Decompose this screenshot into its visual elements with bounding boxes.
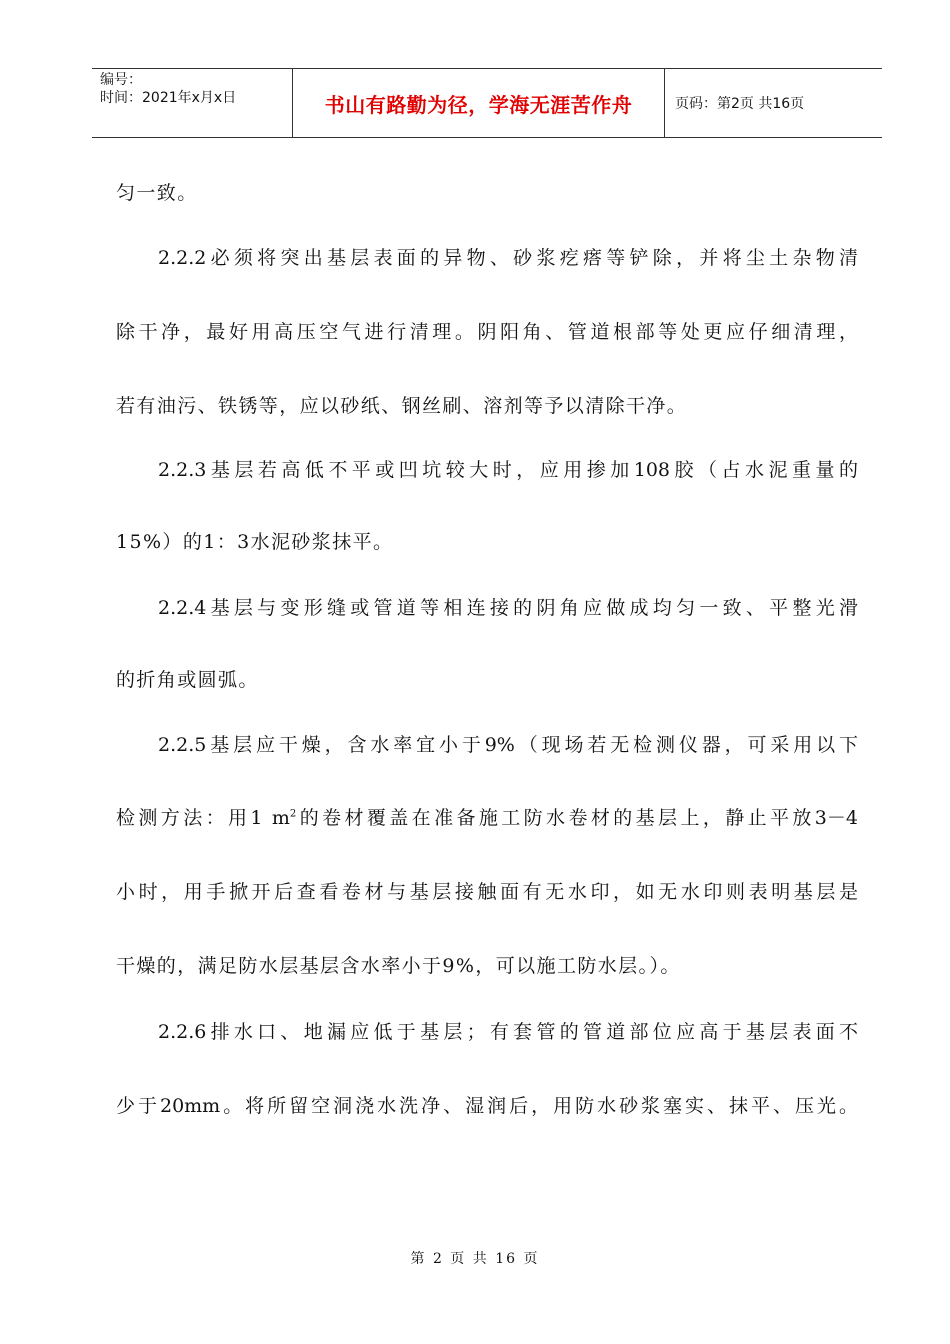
document-time-label: 时间：2021年x月x日 — [100, 90, 237, 106]
body-line-with-superscript — [116, 806, 858, 830]
body-line: 除干净，最好用高压空气进行清理。阴阳角、管道根部等处更应仔细清理， — [116, 321, 858, 343]
body-line: 少于20mm。将所留空洞浇水洗净、湿润后，用防水砂浆塞实、抹平、压光。 — [116, 1095, 858, 1117]
page-footer: 第 2 页 共 16 页 — [410, 1251, 540, 1267]
body-line: 2.2.4基层与变形缝或管道等相连接的阴角应做成均匀一致、平整光滑 — [158, 597, 858, 619]
body-line: 干燥的，满足防水层基层含水率小于9%，可以施工防水层。）。 — [116, 955, 681, 977]
header-info-cell — [92, 69, 293, 137]
header-motto-cell — [293, 69, 665, 137]
body-line: 匀一致。 — [116, 182, 198, 204]
header-motto: 书山有路勤为径，学海无涯苦作舟 — [324, 92, 633, 117]
body-line: 2.2.5基层应干燥，含水率宜小于9%（现场若无检测仪器，可采用以下 — [158, 734, 858, 756]
header-page-label: 页码：第2页 共16页 — [675, 96, 805, 112]
body-line: 2.2.2必须将突出基层表面的异物、砂浆疙瘩等铲除，并将尘土杂物清 — [158, 247, 858, 269]
body-line: 2.2.3基层若高低不平或凹坑较大时，应用掺加108胶（占水泥重量的 — [158, 459, 858, 481]
header-page-cell — [665, 69, 882, 137]
superscript-two: 2 — [289, 808, 297, 820]
body-line: 小时，用手掀开后查看卷材与基层接触面有无水印，如无水印则表明基层是 — [116, 881, 858, 903]
document-number-label: 编号： — [100, 72, 142, 88]
page-header — [92, 68, 882, 138]
body-line: 2.2.6排水口、地漏应低于基层；有套管的管道部位应高于基层表面不 — [158, 1021, 858, 1043]
body-line: 15%）的1：3水泥砂浆抹平。 — [116, 531, 394, 553]
body-line: 的折角或圆弧。 — [116, 669, 259, 691]
body-line: 若有油污、铁锈等，应以砂纸、钢丝刷、溶剂等予以清除干净。 — [116, 395, 688, 417]
sup-line-after: 的卷材覆盖在准备施工防水卷材的基层上，静止平放3－4 — [296, 807, 858, 829]
sup-line-before: 检测方法：用1 m — [116, 807, 290, 829]
